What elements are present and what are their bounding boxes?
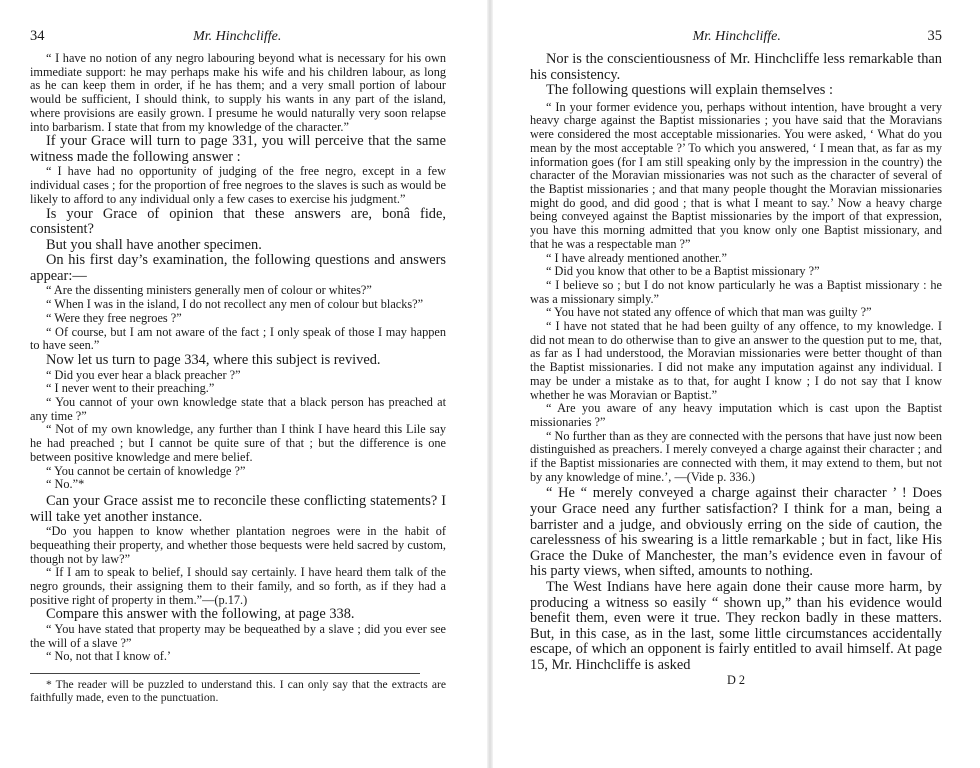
left-page (30, 30, 446, 755)
paragraph: “Do you happen to know whether plantation negroes were in the habit of bequeathing their property, and whether those bequests were held sacred by custom, though not by law?” (30, 524, 446, 566)
right-page-header (530, 30, 942, 48)
paragraph: “ I have already mentioned another.” (546, 250, 727, 265)
right-page (530, 30, 942, 755)
paragraph: “ I never went to their preaching.” (46, 381, 215, 396)
paragraph: Now let us turn to page 334, where this subject is revived. (46, 352, 381, 368)
paragraph: “ I believe so ; but I do not know particularly he was a Baptist missionary : he was a missionary simply.” (530, 277, 942, 306)
page-number: 34 (30, 30, 45, 44)
paragraph: Is your Grace of opinion that these answers are, bonâ fide, consistent? (30, 205, 446, 238)
paragraph: “ Of course, but I am not aware of the fact ; I only speak of those I may happen to have seen.” (30, 324, 446, 353)
paragraph: “ No further than as they are connected with the persons that have just now been distinguished as preachers. I merely conveyed a charge against their character ; and if the Baptist missionaries are connected with them, it may extend to them, but not by any knowledge of mine.’, —(Vide p. 336.) (530, 428, 942, 484)
paragraph: “ You cannot be certain of knowledge ?” (46, 463, 246, 478)
paragraph: But you shall have another specimen. (46, 236, 262, 253)
paragraph: “ Not of my own knowledge, any further than I think I have heard this Lile say he had preached ; but I cannot be quite sure of that ; but the difference is one between positive knowledge and mere belief. (30, 422, 446, 464)
paragraph: “ I have not stated that he had been guilty of any offence, to my knowledge. I did not mean to do otherwise than to give an answer to the question put to me, that, as far as I had understood, the Moravian missionaries were better thought of than the Baptist missionaries. I did not make any imputation against any individual. I may be under a mistake as to that, for aught I know ; I do not say that I know whether he was Moravian or Baptist.” (530, 319, 942, 402)
paragraph: “ He “ merely conveyed a charge against their character ’ ! Does your Grace need any further satisfaction? I think for a man, being a barrister and a judge, and obviously erring on the side of caution, the carelessness of his swearing is a little remarkable ; but in fact, like His Grace the Duke of Manchester, the man’s evidence even in favour of his party views, when sifted, amounts to nothing. (530, 485, 942, 580)
book-gutter (487, 0, 493, 768)
paragraph: “ If I am to speak to belief, I should say certainly. I have heard them talk of the negro grounds, their assigning them to their family, and so forth, as if they had a positive right of property in them.”—(p.17.) (30, 565, 446, 607)
paragraph: Compare this answer with the following, at page 338. (46, 606, 355, 623)
paragraph: “ When I was in the island, I do not recollect any men of colour but blacks?” (46, 297, 424, 312)
paragraph: If your Grace will turn to page 331, you will perceive that the same witness made the following answer : (30, 133, 446, 165)
paragraph: “ No, not that I know of.’ (46, 649, 171, 664)
paragraph: “ Did you ever hear a black preacher ?” (46, 367, 241, 382)
paragraph: “ You cannot of your own knowledge state that a black person has preached at any time ?” (30, 395, 446, 423)
paragraph: The following questions will explain themselves : (546, 82, 833, 99)
paragraph: “ Are you aware of any heavy imputation which is cast upon the Baptist missionaries ?” (530, 401, 942, 429)
paragraph: “ I have had no opportunity of judging of the free negro, except in a few individual cases ; for the proportion of free negroes to the slaves is such as would be likely to afford to any individual only a few cases to exercise his judgment.” (30, 164, 446, 206)
left-page-header (30, 30, 446, 48)
paragraph: “ Were they free negroes ?” (46, 310, 182, 325)
paragraph: On his first day’s examination, the following questions and answers appear:— (30, 252, 446, 284)
paragraph: The West Indians have here again done their cause more harm, by producing a witness so easily “ shown up,” than his evidence would benefit them, even were it true. They reckon badly in these matters. But, in this case, as in the last, some little circumstances accidentally escape, of which an opponent is fairly entitled to avail himself. At page 15, Mr. Hinchcliffe is asked (530, 579, 942, 673)
paragraph: “ You have stated that property may be bequeathed by a slave ; did you ever see the will of a slave ?” (30, 621, 446, 650)
running-title: Mr. Hinchcliffe. (193, 30, 282, 44)
signature-mark: D 2 (726, 672, 746, 687)
paragraph: Can your Grace assist me to reconcile these conflicting statements? I will take yet another instance. (30, 492, 446, 525)
paragraph: “ In your former evidence you, perhaps without intention, have brought a very heavy charge against the Baptist missionaries ; you have said that the Moravians were considered the most acceptable missionaries. You were asked, ‘ What do you mean by the most acceptable ?’ To which you answered, ‘ I mean that, as far as my information goes (for I am still speaking only by the impression in the country) the character of the Moravian missionaries was not such as the character of several of the Baptist missionaries ; and that many people thought the Moravian missionaries might do good, and did good ; that is what I meant to say.’ Now a heavy charge being conveyed against the Baptist missionaries by the import of that expression, you have this morning admitted that you know only one Baptist missionary, and that he was a respectable man ?” (530, 99, 942, 251)
paragraph: “ Are the dissenting ministers generally men of colour or whites?” (46, 283, 372, 298)
page-number: 35 (927, 30, 942, 44)
paragraph: “ No.”* (46, 477, 85, 492)
paragraph: Nor is the conscientiousness of Mr. Hinchcliffe less remarkable than his consistency. (530, 51, 942, 83)
footnote-rule (30, 673, 420, 674)
paragraph: “ Did you know that other to be a Baptist missionary ?” (546, 264, 820, 279)
running-title: Mr. Hinchcliffe. (692, 30, 781, 44)
paragraph: “ I have no notion of any negro labouring beyond what is necessary for his own immediate support: he may perhaps make his wife and his children labour, as long as he can keep them in order, if he has them; and a very small portion of labour would be sufficient, I should think, to supply his wants in any part of the island, where provisions are easily grown. I presume he would naturally very soon relapse into barbarism. I state that from my knowledge of the character.” (30, 51, 446, 134)
footnote: * The reader will be puzzled to understand this. I can only say that the extracts are faithfully made, even to the punctuation. (30, 678, 446, 705)
paragraph: “ You have not stated any offence of which that man was guilty ?” (546, 305, 872, 320)
